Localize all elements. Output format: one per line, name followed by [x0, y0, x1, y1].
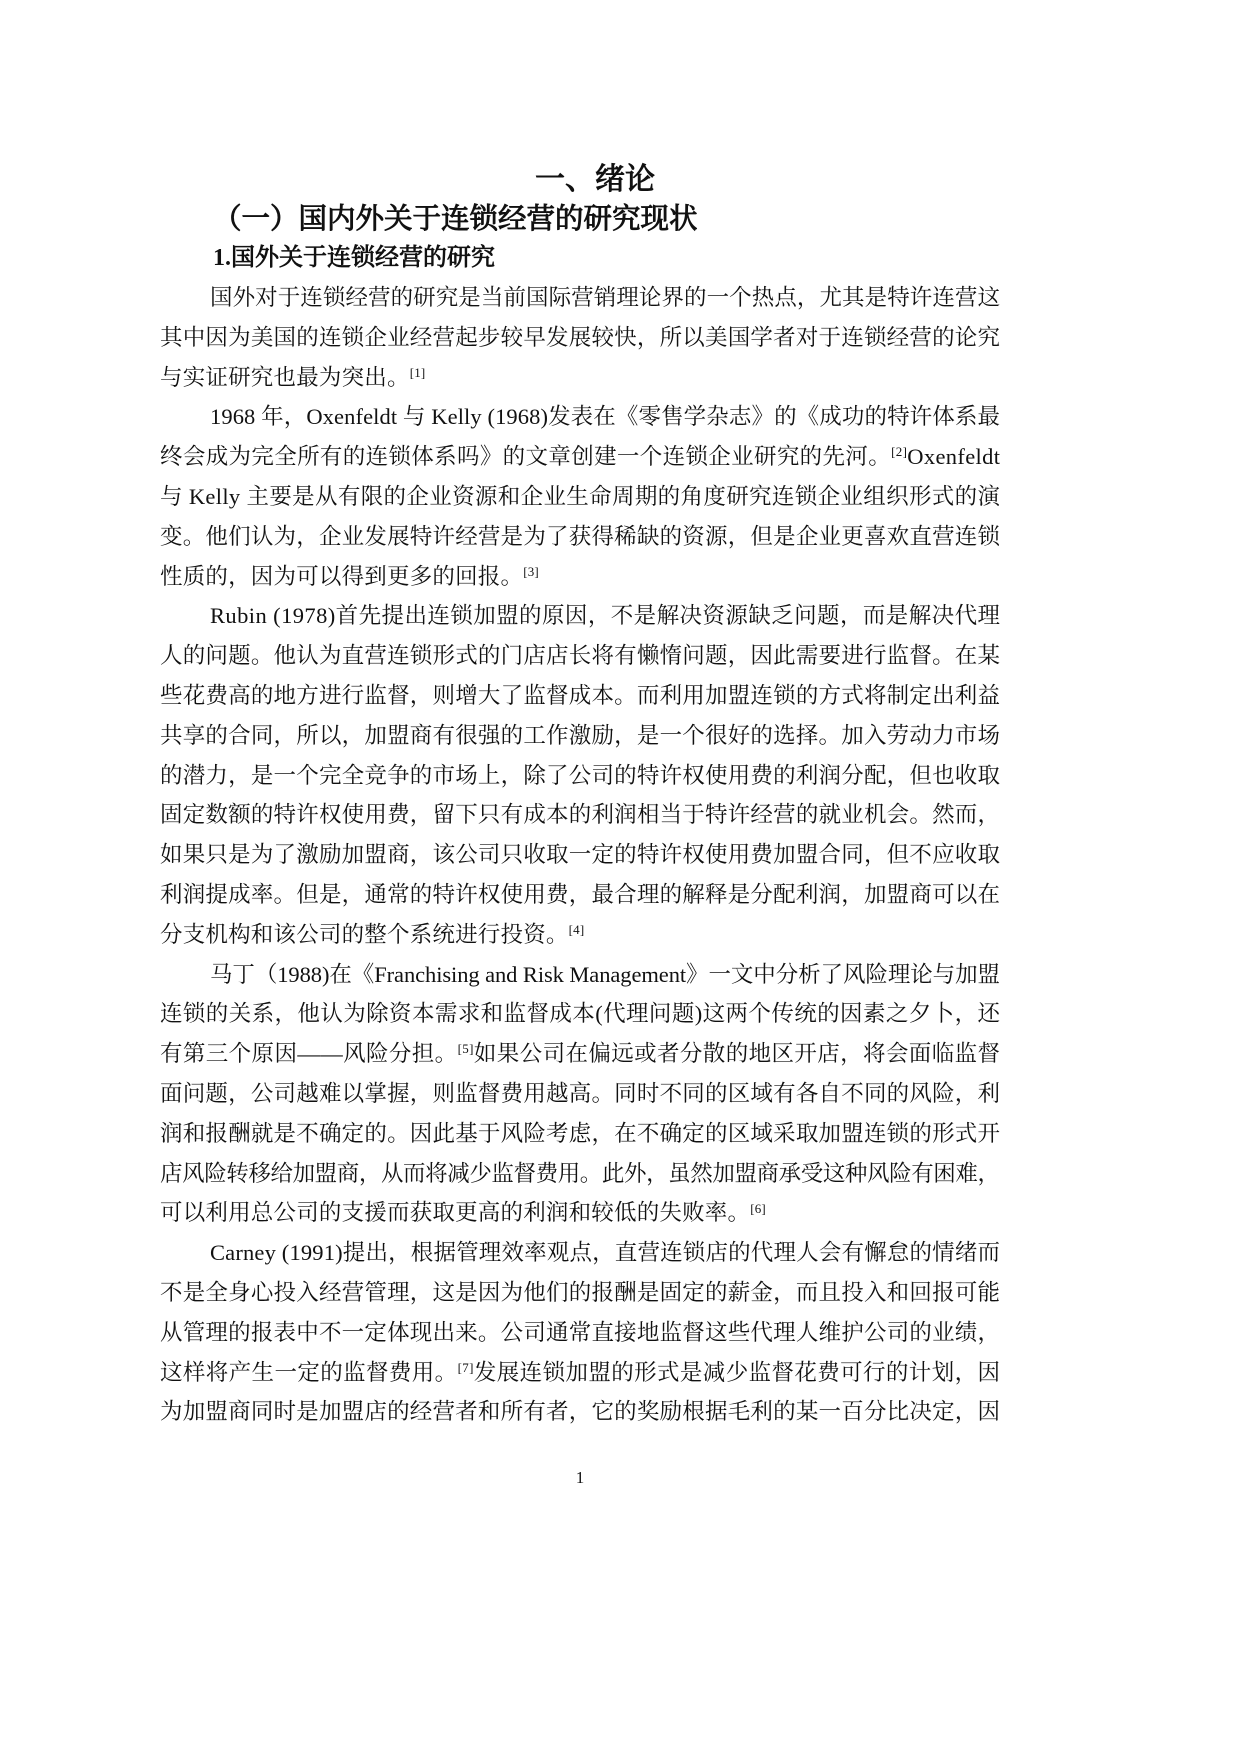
text-line: [160, 557, 1000, 597]
text-line: 马丁（1988)在《Franchising and Risk Management》一文中分析了风险理论与加盟: [210, 961, 1000, 987]
citation-ref: [1]: [409, 364, 426, 380]
citation-ref: [3]: [523, 563, 539, 579]
text-line: 为加盟商同时是加盟店的经营者和所有者，它的奖励根据毛利的某一百分比决定，因: [160, 1399, 1001, 1425]
text-line: [160, 915, 1000, 955]
text-line: [160, 1034, 1000, 1074]
text-line: 利润提成率。但是，通常的特许权使用费，最合理的解释是分配利润，加盟商可以在: [160, 881, 1001, 907]
text-line: Rubin (1978)首先提出连锁加盟的原因，不是解决资源缺乏问题，而是解决代理: [210, 603, 1001, 629]
text-line: 如果只是为了激励加盟商，该公司只收取一定的特许权使用费加盟合同，但不应收取: [160, 842, 1001, 868]
section-title: （一）国内外关于连锁经营的研究现状: [213, 204, 698, 235]
text-line: [160, 1193, 1000, 1233]
text-line: 店风险转移给加盟商，从而将减少监督费用。此外，虽然加盟商承受这种风险有困难，: [160, 1160, 1000, 1186]
text-line: 人的问题。他认为直营连锁形式的门店店长将有懒惰问题，因此需要进行监督。在某: [160, 643, 1001, 669]
line-text: 这样将产生一定的监督费用。: [160, 1359, 458, 1385]
page-number: 1: [575, 1468, 585, 1487]
text-line: 变。他们认为，企业发展特许经营是为了获得稀缺的资源，但是企业更喜欢直营连锁: [160, 523, 1001, 549]
text-line: 与 Kelly 主要是从有限的企业资源和企业生命周期的角度研究连锁企业组织形式的演: [160, 483, 1001, 509]
text-line: 从管理的报表中不一定体现出来。公司通常直接地监督这些代理人维护公司的业绩，: [160, 1319, 1001, 1345]
line-text: Oxenfeldt: [907, 444, 1001, 470]
line-text: 分支机构和该公司的整个系统进行投资。: [160, 921, 569, 947]
body-text: [160, 278, 1000, 1432]
citation-ref: [5]: [457, 1041, 474, 1057]
text-line: 国外对于连锁经营的研究是当前国际营销理论界的一个热点，尤其是特许连营这: [210, 285, 1001, 310]
text-line: [160, 358, 1000, 398]
line-text: 可以利用总公司的支援而获取更高的利润和较低的失败率。: [160, 1200, 751, 1226]
body-paragraph: [160, 278, 1000, 397]
text-line: 些花费高的地方进行监督，则增大了监督成本。而利用加盟连锁的方式将制定出利益: [160, 682, 1001, 708]
body-paragraph: [160, 1233, 1000, 1432]
line-text: 如果公司在偏远或者分散的地区开店，将会面临监督: [473, 1041, 1001, 1067]
line-text: 有第三个原因——风险分担。: [160, 1041, 458, 1067]
text-line: 其中因为美国的连锁企业经营起步较早发展较快，所以美国学者对于连锁经营的论究: [160, 324, 1001, 350]
line-text: 终会成为完全所有的连锁体系吗》的文章创建一个连锁企业研究的先河。: [160, 444, 892, 470]
text-line: 的潜力，是一个完全竞争的市场上，除了公司的特许权使用费的利润分配，但也收取: [160, 762, 1001, 788]
text-line: 共享的合同，所以，加盟商有很强的工作激励，是一个很好的选择。加入劳动力市场: [160, 722, 1001, 748]
citation-ref: [7]: [457, 1359, 474, 1375]
body-paragraph: [160, 596, 1000, 954]
text-line: [160, 1353, 1000, 1393]
text-line: Carney (1991)提出，根据管理效率观点，直营连锁店的代理人会有懈怠的情绪而: [210, 1240, 1001, 1266]
body-paragraph: [160, 955, 1000, 1234]
text-line: 1968 年，Oxenfeldt 与 Kelly (1968)发表在《零售学杂志》的《成功的特许体系最: [210, 404, 1001, 430]
text-line: 固定数额的特许权使用费，留下只有成本的利润相当于特许经营的就业机会。然而，: [160, 802, 1001, 828]
chapter-title: 一、绪论: [535, 163, 655, 196]
line-text: 发展连锁加盟的形式是减少监督花费可行的计划，因: [473, 1359, 1001, 1385]
text-line: 连锁的关系，他认为除资本需求和监督成本(代理问题)这两个传统的因素之夕卜，还: [160, 1001, 1001, 1027]
text-line: 面问题，公司越难以掌握，则监督费用越高。同时不同的区域有各自不同的风险，利: [160, 1080, 1001, 1106]
subsection-title: 1.国外关于连锁经营的研究: [213, 245, 495, 271]
text-line: [160, 437, 1000, 477]
body-paragraph: [160, 397, 1000, 596]
line-text: 与实证研究也最为突出。: [160, 364, 410, 390]
text-line: 不是全身心投入经营管理，这是因为他们的报酬是固定的薪金，而且投入和回报可能: [160, 1279, 1001, 1305]
citation-ref: [6]: [750, 1200, 766, 1216]
citation-ref: [4]: [568, 921, 585, 937]
citation-ref: [2]: [891, 444, 908, 460]
line-text: 性质的，因为可以得到更多的回报。: [160, 563, 524, 589]
text-line: 润和报酬就是不确定的。因此基于风险考虑，在不确定的区域采取加盟连锁的形式开: [160, 1120, 1001, 1146]
